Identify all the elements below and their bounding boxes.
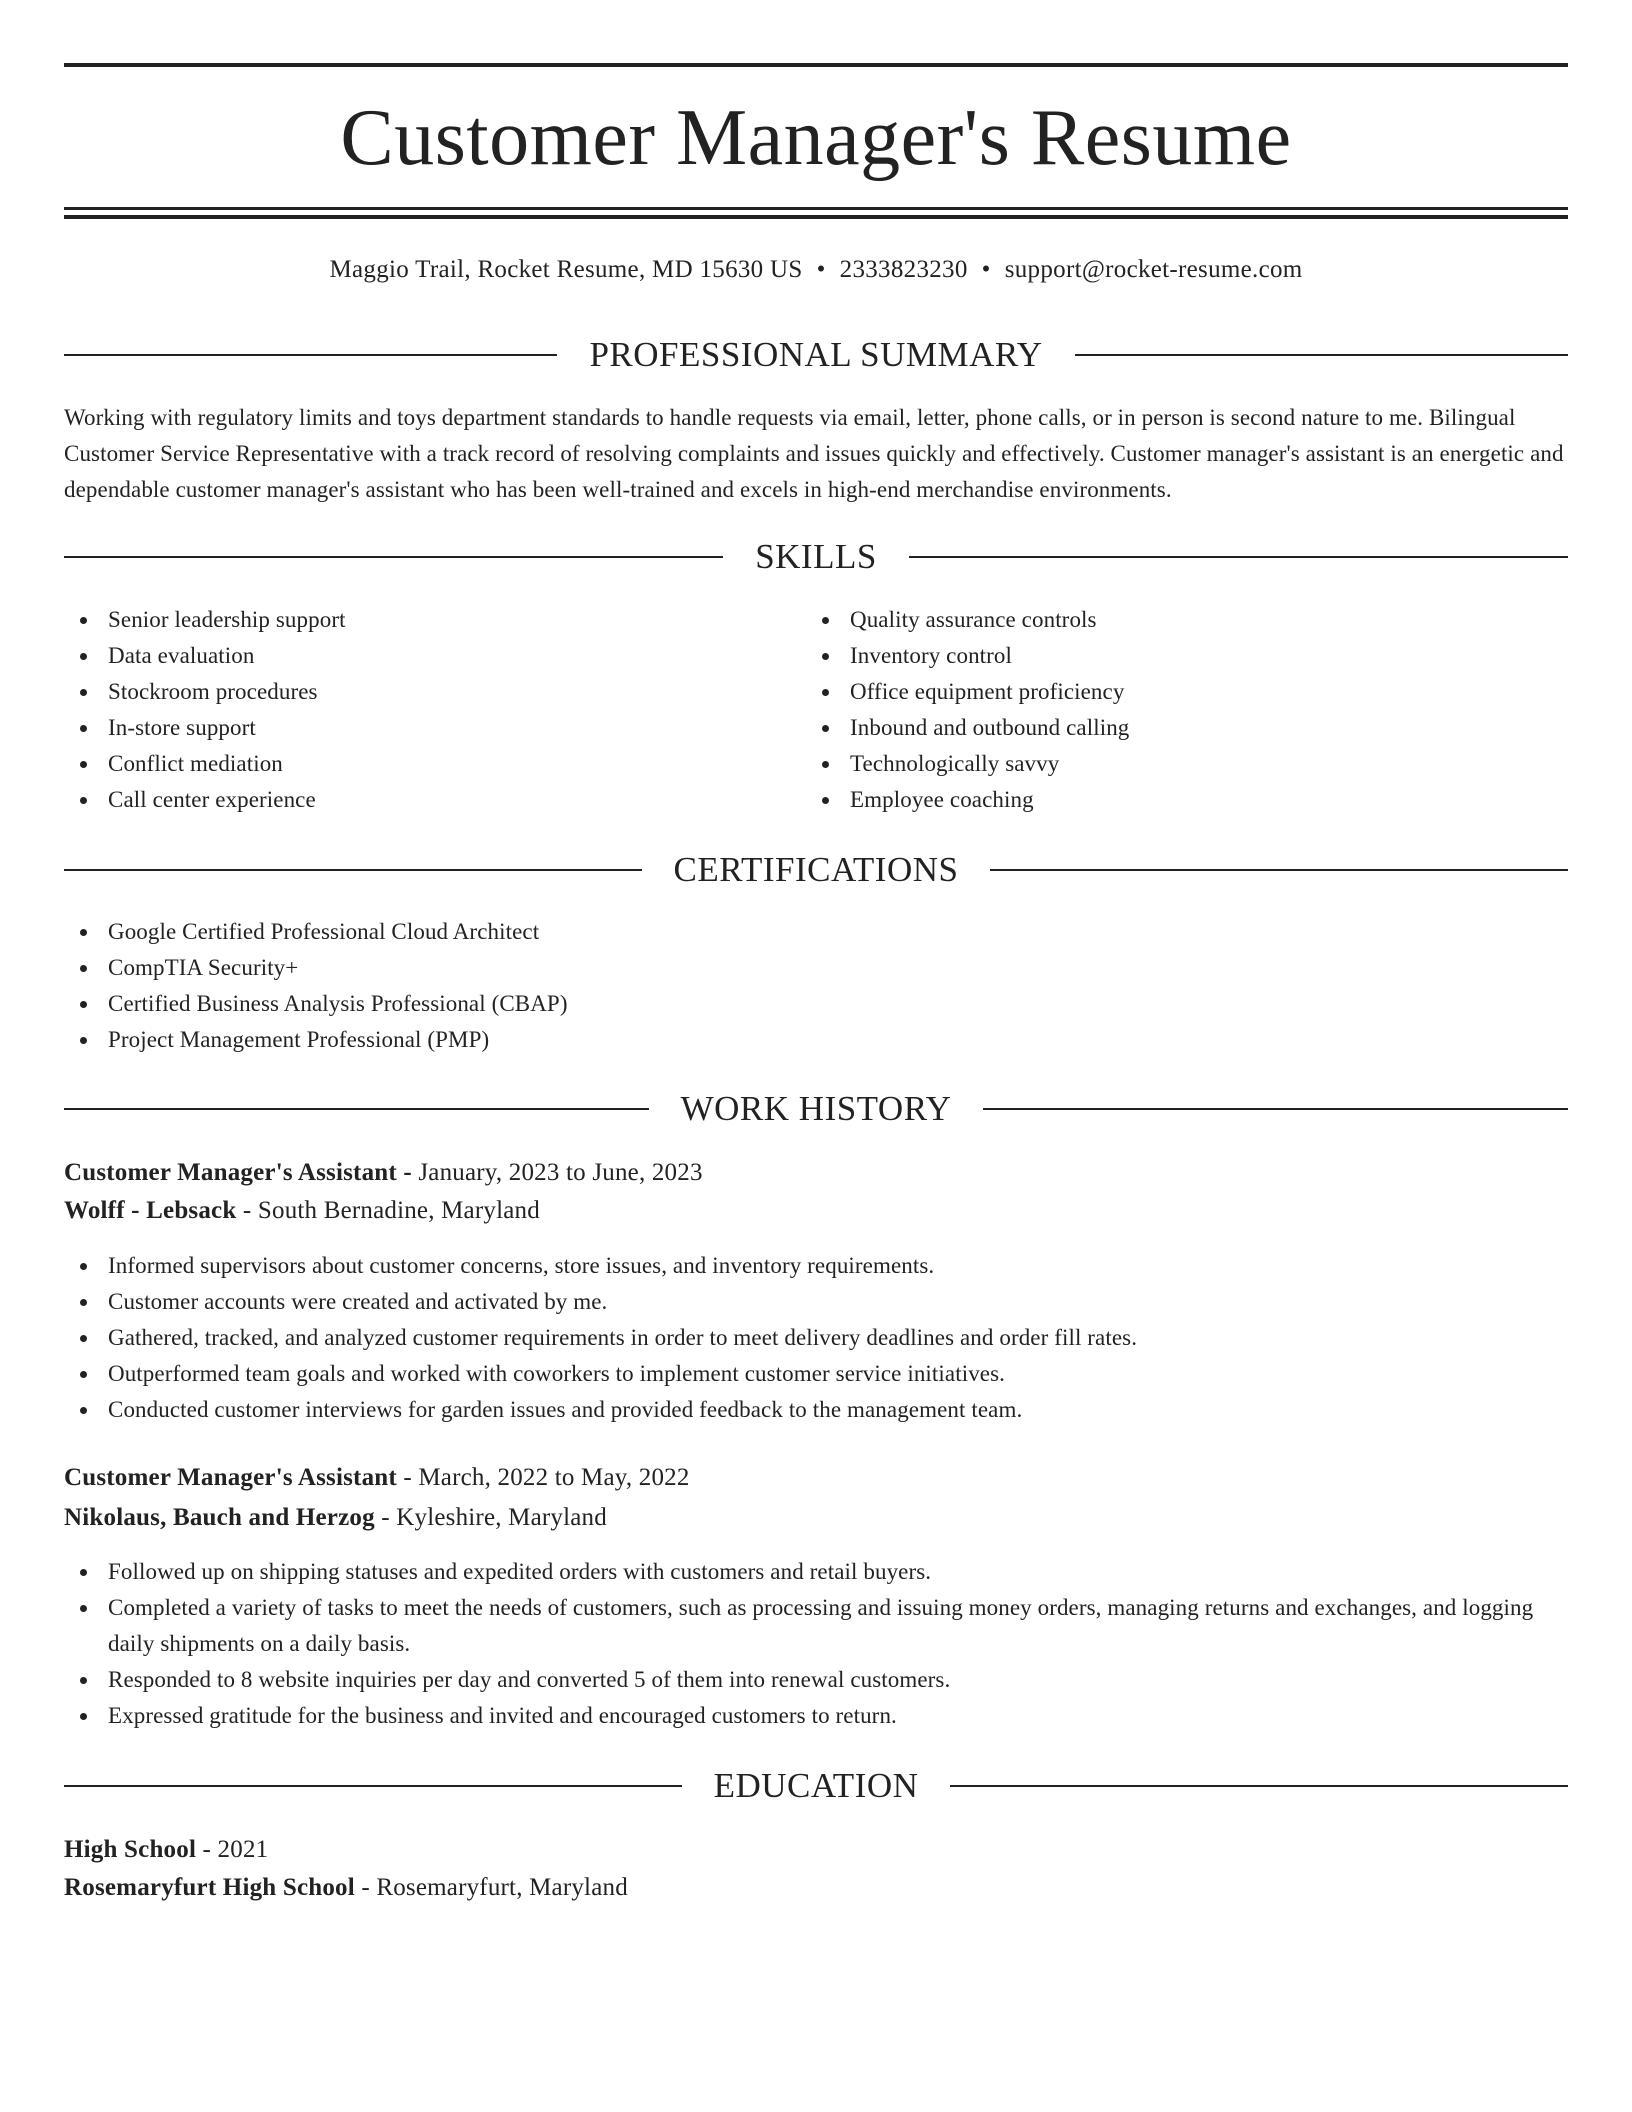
skill-item: Senior leadership support — [64, 602, 804, 638]
contact-info — [64, 252, 1568, 288]
job-title-line: Customer Manager's Assistant - March, 2022 to May, 2022 — [64, 1464, 690, 1491]
heading-rule-right — [990, 869, 1568, 871]
education-school-line: Rosemaryfurt High School - Rosemaryfurt, Maryland — [64, 1874, 628, 1901]
job-bullet: Gathered, tracked, and analyzed customer requirements in order to meet delivery deadlines and order fill rates. — [64, 1320, 1568, 1356]
work-heading-label: WORK HISTORY — [680, 1089, 952, 1128]
job-bullet: Completed a variety of tasks to meet the needs of customers, such as processing and issuing money orders, managing returns and exchanges, and logging daily shipments on a daily basis. — [64, 1590, 1568, 1662]
contact-address: Maggio Trail, Rocket Resume, MD 15630 US — [329, 256, 803, 283]
heading-rule-left — [64, 556, 723, 558]
job-title: Customer Manager's Assistant — [64, 1464, 397, 1491]
heading-rule-right — [909, 556, 1568, 558]
contact-separator: • — [981, 256, 991, 283]
heading-rule-right — [1075, 354, 1568, 356]
education-section-heading — [64, 1764, 1568, 1808]
certifications-heading-label: CERTIFICATIONS — [673, 850, 959, 889]
top-rule — [64, 63, 1568, 67]
job-bullet: Outperformed team goals and worked with coworkers to implement customer service initiatives. — [64, 1356, 1568, 1392]
skill-item: Inbound and outbound calling — [806, 710, 1566, 746]
job-dates: March, 2022 to May, 2022 — [418, 1464, 690, 1491]
summary-heading-label: PROFESSIONAL SUMMARY — [589, 335, 1043, 374]
skill-item: Call center experience — [64, 782, 804, 818]
skill-item: Data evaluation — [64, 638, 804, 674]
job-company-line: Wolff - Lebsack - South Bernadine, Maryland — [64, 1197, 540, 1224]
skill-item: Inventory control — [806, 638, 1566, 674]
skills-section-heading — [64, 535, 1568, 579]
skill-item: Stockroom procedures — [64, 674, 804, 710]
education-degree: High School — [64, 1836, 197, 1863]
job-dates: January, 2023 to June, 2023 — [418, 1159, 703, 1186]
title-rule-lower — [64, 215, 1568, 219]
skill-item: Quality assurance controls — [806, 602, 1566, 638]
heading-rule-right — [983, 1108, 1568, 1110]
certification-item: Google Certified Professional Cloud Architect — [64, 914, 1568, 950]
job-bullet: Responded to 8 website inquiries per day and converted 5 of them into renewal customers. — [64, 1662, 1568, 1698]
skills-heading-label: SKILLS — [755, 537, 877, 576]
skill-item: Conflict mediation — [64, 746, 804, 782]
certifications-list — [64, 914, 1568, 1058]
job-company: Wolff - Lebsack — [64, 1197, 237, 1224]
certification-item: Project Management Professional (PMP) — [64, 1022, 1568, 1058]
resume-title: Customer Manager's Resume — [340, 94, 1292, 182]
skill-item: In-store support — [64, 710, 804, 746]
job-bullet: Expressed gratitude for the business and invited and encouraged customers to return. — [64, 1698, 1568, 1734]
certification-item: CompTIA Security+ — [64, 950, 1568, 986]
job-bullet: Informed supervisors about customer concerns, store issues, and inventory requirements. — [64, 1248, 1568, 1284]
job-location: South Bernadine, Maryland — [257, 1197, 540, 1224]
contact-phone: 2333823230 — [839, 256, 968, 283]
job-company-line: Nikolaus, Bauch and Herzog - Kyleshire, Maryland — [64, 1504, 607, 1531]
contact-separator: • — [816, 256, 826, 283]
education-location: Rosemaryfurt, Maryland — [376, 1874, 628, 1901]
education-year: 2021 — [217, 1836, 269, 1863]
certifications-section-heading — [64, 848, 1568, 892]
job-location: Kyleshire, Maryland — [396, 1504, 607, 1531]
education-heading-label: EDUCATION — [713, 1766, 919, 1805]
job-bullet: Conducted customer interviews for garden issues and provided feedback to the management team. — [64, 1392, 1568, 1428]
education-school: Rosemaryfurt High School — [64, 1874, 355, 1901]
heading-rule-left — [64, 1108, 649, 1110]
summary-section-heading — [64, 333, 1568, 377]
heading-rule-left — [64, 1785, 682, 1787]
education-degree-line: High School - 2021 — [64, 1836, 269, 1863]
job-title: Customer Manager's Assistant — [64, 1159, 397, 1186]
skills-list-right — [806, 602, 1566, 818]
skill-item: Office equipment proficiency — [806, 674, 1566, 710]
heading-rule-left — [64, 869, 642, 871]
title-rule-upper — [64, 207, 1568, 210]
job-bullet: Customer accounts were created and activated by me. — [64, 1284, 1568, 1320]
skill-item: Technologically savvy — [806, 746, 1566, 782]
skill-item: Employee coaching — [806, 782, 1566, 818]
work-section-heading — [64, 1087, 1568, 1131]
job-bullets — [64, 1554, 1568, 1734]
contact-email: support@rocket-resume.com — [1004, 256, 1303, 283]
heading-rule-left — [64, 354, 557, 356]
job-title-line: Customer Manager's Assistant - January, 2023 to June, 2023 — [64, 1159, 703, 1186]
job-bullets — [64, 1248, 1568, 1428]
summary-text: Working with regulatory limits and toys department standards to handle requests via email, letter, phone calls, or in person is second nature to me. Bilingual Customer Service Representative with a track record of resolving complaints and issues quickly and effectively. Customer manager's assistant is an energetic and dependable customer manager's assistant who has been well-trained and excels in high-end merchandise environments. — [64, 405, 1564, 502]
job-bullet: Followed up on shipping statuses and expedited orders with customers and retail buyers. — [64, 1554, 1568, 1590]
heading-rule-right — [950, 1785, 1568, 1787]
skills-list-left — [64, 602, 804, 818]
certification-item: Certified Business Analysis Professional (CBAP) — [64, 986, 1568, 1022]
job-company: Nikolaus, Bauch and Herzog — [64, 1504, 375, 1531]
